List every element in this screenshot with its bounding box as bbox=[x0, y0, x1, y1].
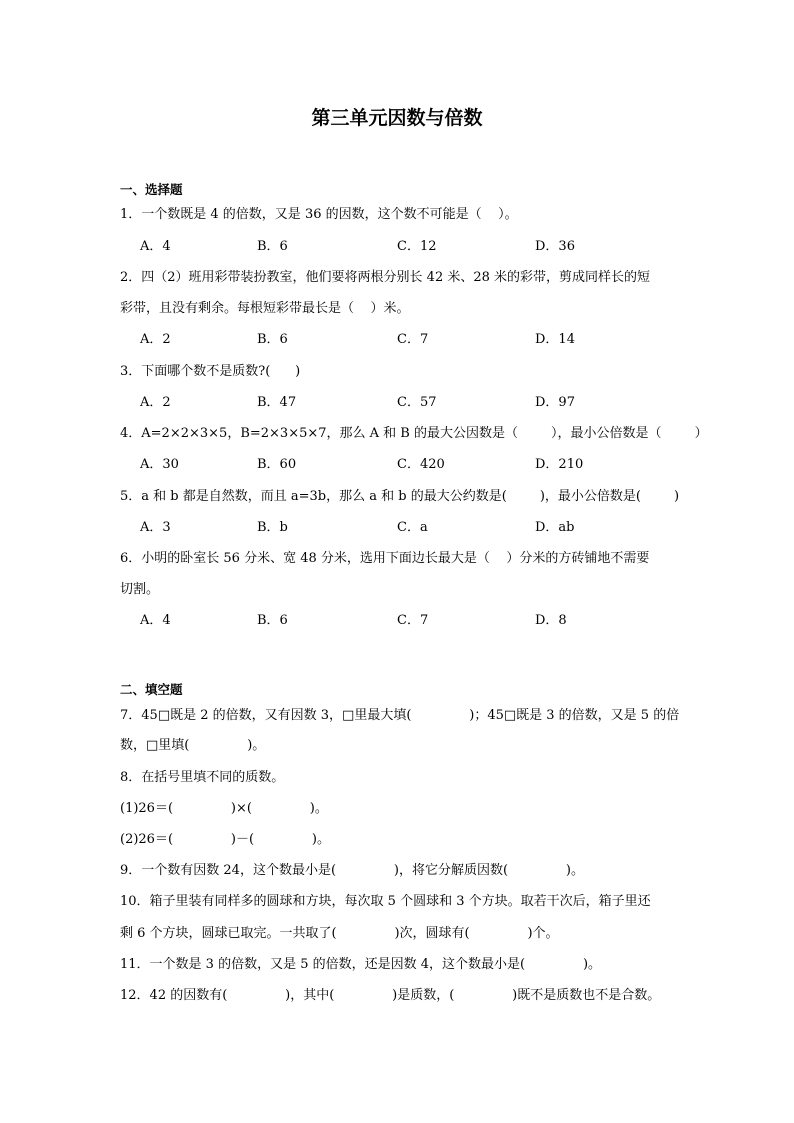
question-11: 11．一个数是 3 的倍数，又是 5 的倍数，还是因数 4，这个数最小是( )。 bbox=[120, 957, 602, 972]
option-a: A．2 bbox=[140, 395, 171, 410]
section-heading-choice: 一、选择题 bbox=[120, 182, 183, 197]
option-c: C．420 bbox=[397, 457, 445, 472]
option-c: C．7 bbox=[397, 613, 429, 628]
question-10-line-1: 10．箱子里装有同样多的圆球和方块，每次取 5 个圆球和 3 个方块。取若干次后，箱子里还 bbox=[120, 894, 651, 909]
question-8-line-3: (2)26＝( )－( )。 bbox=[120, 832, 330, 847]
question-4: 4．A=2×2×3×5，B=2×3×5×7，那么 A 和 B 的最大公因数是（ ），最小公倍数是（ ） bbox=[120, 426, 708, 441]
option-c: C．7 bbox=[397, 332, 429, 347]
option-b: B．6 bbox=[257, 239, 288, 254]
option-b: B．b bbox=[257, 520, 288, 535]
option-a: A．2 bbox=[140, 332, 171, 347]
question-2-line-2: 彩带，且没有剩余。每根短彩带最长是（ ）米。 bbox=[120, 301, 410, 316]
question-10-line-2: 剩 6 个方块，圆球已取完。一共取了( )次，圆球有( )个。 bbox=[120, 926, 559, 941]
question-8-line-1: 8．在括号里填不同的质数。 bbox=[120, 770, 285, 785]
question-9: 9．一个数有因数 24，这个数最小是( )，将它分解质因数( )。 bbox=[120, 863, 584, 878]
option-b: B．47 bbox=[257, 395, 297, 410]
section-heading-fill: 二、填空题 bbox=[120, 682, 183, 697]
option-c: C．12 bbox=[397, 239, 437, 254]
question-6-line-2: 切割。 bbox=[120, 582, 160, 597]
option-a: A．3 bbox=[140, 520, 171, 535]
option-d: D．36 bbox=[535, 239, 575, 254]
option-a: A．4 bbox=[140, 239, 171, 254]
option-b: B．6 bbox=[257, 332, 288, 347]
page-title: 第三单元因数与倍数 bbox=[311, 107, 483, 129]
question-7-line-2: 数，□里填( )。 bbox=[120, 738, 266, 753]
option-d: D．14 bbox=[535, 332, 575, 347]
option-a: A．30 bbox=[140, 457, 179, 472]
option-b: B．60 bbox=[257, 457, 297, 472]
option-d: D．ab bbox=[535, 520, 575, 535]
question-12: 12．42 的因数有( )，其中( )是质数，( )既不是质数也不是合数。 bbox=[120, 988, 661, 1003]
question-5: 5．a 和 b 都是自然数，而且 a=3b，那么 a 和 b 的最大公约数是( )，最小公倍数是( ) bbox=[120, 489, 680, 504]
question-3: 3．下面哪个数不是质数?( ) bbox=[120, 364, 301, 379]
question-1: 1．一个数既是 4 的倍数，又是 36 的因数，这个数不可能是（ ）。 bbox=[120, 207, 518, 222]
option-d: D．8 bbox=[535, 613, 567, 628]
option-c: C．a bbox=[397, 520, 428, 535]
question-7-line-1: 7．45□既是 2 的倍数，又有因数 3，□里最大填( )；45□既是 3 的倍数，又是 5 的倍 bbox=[120, 708, 680, 723]
option-a: A．4 bbox=[140, 613, 171, 628]
question-8-line-2: (1)26＝( )×( )。 bbox=[120, 801, 328, 816]
question-2-line-1: 2．四（2）班用彩带装扮教室，他们要将两根分别长 42 米、28 米的彩带，剪成同样长的短 bbox=[120, 270, 651, 285]
option-d: D．210 bbox=[535, 457, 584, 472]
option-b: B．6 bbox=[257, 613, 288, 628]
option-d: D．97 bbox=[535, 395, 575, 410]
option-c: C．57 bbox=[397, 395, 437, 410]
question-6-line-1: 6．小明的卧室长 56 分米、宽 48 分米，选用下面边长最大是（ ）分米的方砖铺地不需要 bbox=[120, 551, 650, 566]
